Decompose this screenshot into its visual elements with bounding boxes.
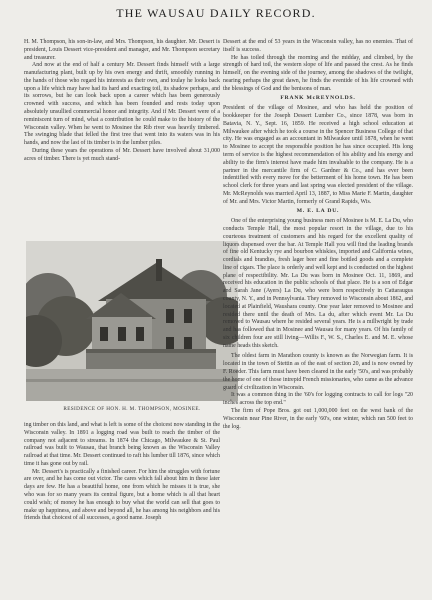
paragraph: Dessert at the end of 53 years in the Wisconsin valley, has no enemies. That of itself is success. — [223, 39, 413, 53]
paragraph: The oldest farm in Marathon county is known as the Norwegian farm. It is located in the town of Stettin as of the east of section 20, and is now owned by F. Roeder. This farm must have been cleared in the early '50's, and was probably the home of one of those intrepid French missionaries, who came as the advance guard of civilization in Wisconsin. — [223, 353, 413, 391]
paragraph: And now at the end of half a century Mr. Dessert finds himself with a large manufacturing plant, built up by his own energy and thrift, smoothly running in the hands of those who regard his interests as their own, and toulay he looks back upon a life which may have had its hard and exacting toil, its shadow perhaps, and its sorrows, but he can look back upon a career which has been generously crowned with success, and which has been founded and rests today upon absolutely unsullied commercial honor and integrity. And if Mr. Dessert were of a reminiscent turn of mind, what a contribution he could make to the history of the Wisconsin valley. When he went to Mosinee the Rib river was heavily timbered. The swinging blade that felled the first tree that went into its waters was in his hands, and now the last of its timber is in the lumber piles. — [24, 62, 220, 147]
paragraph: He has toiled through the morning and the midday, and climbed, by the strength of hard toil, the western slope of life and passed the crest. As he finds himself, on the evening side of the journey, among the shadows of the twilight, nearing perhaps the great dawn, he finds the eventide of his life crowned with the blessings of God and the benisons of man. — [223, 54, 413, 92]
masthead: THE WAUSAU DAILY RECORD. — [116, 6, 316, 20]
photo-caption: RESIDENCE OF HON. H. M. THOMPSON, MOSINEE. — [63, 406, 201, 412]
paragraph: Mr. Dessert's is practically a finished career. For him the struggles with fortune are over, and he has come out victor. The cares which fall about him in these later days are few. He has a beautiful home, one from which he misses it is true, she who was for so many years its central figure, but a home which is all that heart could wish; of money he has enough to buy what the world can sell that goes to make up happiness, and above and beyond all, he has among his neighbors and his friends that choicest of all successes, a good name. Joseph — [24, 468, 220, 522]
section-heading: M. E. LA DU. — [296, 208, 340, 215]
paragraph: President of the village of Mosinee, and who has held the position of bookkeeper for the Joseph Dessert Lumber Co., since 1878, was born in Batavia, N. Y., Sept. 16, 1859. He received a high school education at Milwaukee after which he took a course in the Spencer Business College of that city. He was engaged as an accountant in Milwaukee until 1878, when he went to Mosinee to accept the responsible position he has since occupied. His long term of service is the highest recommendation of his ability and his energy and ability to the firm's interest have made him invaluable to the company. He is a partner in the mercantile firm of C. Gardner & Co., and has ever been indentified with every move for the betterment of his home town. He has been school clerk for three years and last spring was elected president of the village. Mr. McReynolds was married April 13, 1887, to Miss Marie F. Martin, daughter of Mr. and Mrs. Victor Martin, formerly of Grand Rapids, Wis. — [223, 105, 413, 205]
left-column-bottom — [24, 422, 220, 523]
house-illustration — [26, 241, 238, 401]
residence-photo — [26, 241, 238, 401]
left-column-top — [24, 39, 220, 164]
paragraph: H. M. Thompson, his son-in-law, and Mrs. Thompson, his daughter. Mr. Desert is president, Louis Dessert vice-president and manager, and Mr. Thompson secretary and treasurer. — [24, 39, 220, 61]
paragraph: It was a common thing in the '60's for logging contracts to call for logs "20 inches across the top end." — [223, 392, 413, 407]
paragraph: During these years the operations of Mr. Dessert have involved about 31,000 acres of timber. There is yet much stand- — [24, 147, 220, 162]
paragraph: One of the enterprising young business men of Mosinee is M. E. La Du, who conducts Temple Hall, the most popular resort in the village, due to his courteous treatment of customers and his regard for the excellent quality of liquors dispensed over the bar. At Temple Hall you will find the leading brands of fine old Kentucky rye and bourbon whiskies, imported and California wines, cordials and brandies, fresh lager beer and fine bottled goods and a complete line of cigars. The place is orderly and well kept and is conducted on the highest plane of respectibility. Mr. La Du was born in Mosinee Oct. 11, 1869, and received his education in the public schools of that place. He is a son of Edgar and Sarah Jane (Ayers) La Du, who were born respectively in Cattaraugus county, N. Y., and in Pennsylvania. They removed to Wisconsin about 1862, and located at Plainfield, Waushara county. One year later removed to Mosinee and resided there until the death of Mrs. La du, after which event Mr. La Du removed to Wausau where he resided several years. He is a millwright by trade and has followed that in Mosinee and Wausau for many years. Of his family of six children four are still living—Willis F., W. S., Charles E. and M. E. whose name heads this sketch. — [223, 218, 413, 349]
right-column-top — [223, 39, 413, 431]
section-heading: FRANK McREYNOLDS. — [280, 95, 356, 102]
paragraph: ing timber on this land, and what is left is some of the choicest now standing in the Wisconsin valley. In 1891 a logging road was built to reach the timber of the company not adjacent to streams. In 1874 the Chicago, Milwaukee & St. Paul railroad was built to Wausau, that branch being known as the Wisconsin Valley railroad at that time. Mr. Dessert continued to raft his lumber till 1876, since which time it has gone out by rail. — [24, 422, 220, 467]
paragraph: The firm of Pope Bros. got out 1,000,000 feet on the west bank of the Wisconsin near Pine River, in the early '60's, one winter, which ran 500 feet to the log. — [223, 407, 413, 430]
